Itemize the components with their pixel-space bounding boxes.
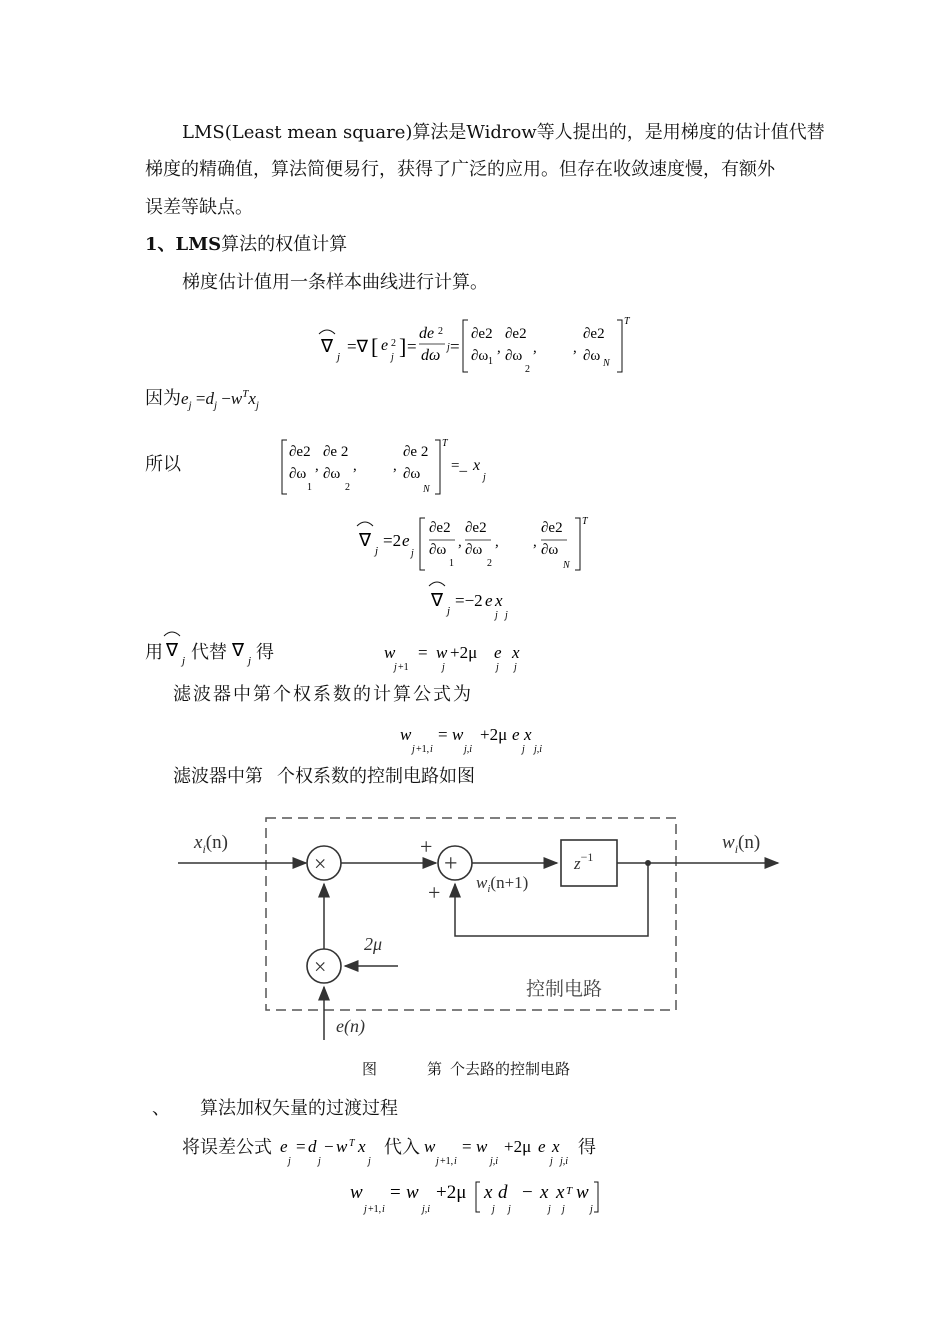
use-label: 用	[145, 642, 163, 663]
svg-text:w: w	[436, 643, 448, 662]
svg-text:∂e2: ∂e2	[541, 520, 563, 536]
svg-text:∂e2: ∂e2	[505, 326, 527, 342]
svg-text:T: T	[582, 516, 588, 527]
section-1-subtext: 梯度估计值用一条样本曲线进行计算。	[182, 272, 488, 293]
svg-text:x: x	[540, 1182, 549, 1203]
svg-text:,: ,	[458, 534, 462, 550]
section-1-heading	[145, 226, 347, 264]
section-2-title: 算法加权矢量的过渡过程	[200, 1098, 398, 1119]
svg-text:w: w	[384, 643, 396, 662]
filter-formula-intro: 滤波器中第个权系数的计算公式为	[173, 684, 473, 705]
svg-text:N: N	[563, 560, 570, 571]
svg-text:×: ×	[314, 954, 327, 979]
svg-text:j: j	[505, 610, 508, 621]
svg-text:j: j	[411, 548, 414, 559]
svg-text:j,i: j,i	[560, 1156, 569, 1167]
svg-text:+1,: +1,	[416, 744, 430, 755]
control-circuit-diagram	[170, 808, 790, 1048]
filter-circuit-intro-b: 个权系数的控制电路如图	[277, 766, 475, 787]
equation-gradient-estimate	[315, 310, 645, 380]
svg-text:j: j	[288, 1156, 291, 1167]
svg-text:x: x	[473, 457, 481, 474]
svg-text:x: x	[484, 1182, 493, 1203]
svg-text:,: ,	[315, 458, 319, 474]
svg-text:+1,: +1,	[368, 1204, 382, 1215]
svg-text:j: j	[337, 351, 341, 363]
obtain-label: 得	[256, 642, 274, 663]
svg-text:=: =	[407, 337, 417, 356]
svg-text:j: j	[483, 472, 486, 483]
svg-text:j,i: j,i	[490, 1156, 499, 1167]
svg-text:+2μ: +2μ	[504, 1137, 532, 1156]
filter-circuit-intro	[173, 762, 475, 788]
svg-text:1: 1	[449, 558, 454, 569]
svg-text:+2μ: +2μ	[480, 725, 508, 744]
svg-text:,: ,	[497, 340, 501, 356]
svg-text:2: 2	[391, 338, 396, 349]
svg-text:T: T	[624, 316, 630, 327]
svg-text:∇: ∇	[359, 530, 372, 550]
svg-text:+1,: +1,	[440, 1156, 454, 1167]
equation-therefore	[275, 432, 515, 500]
figure-caption-c: 个去路的控制电路	[450, 1060, 571, 1078]
svg-text:∇: ∇	[232, 640, 245, 660]
svg-text:j: j	[182, 655, 186, 667]
equation-final	[346, 1172, 616, 1222]
svg-text:T: T	[442, 438, 448, 449]
svg-text:×: ×	[314, 851, 327, 876]
svg-text:w: w	[476, 1137, 488, 1156]
svg-text:=: =	[438, 725, 448, 744]
error-label: e(n)	[336, 1016, 365, 1036]
svg-text:dω: dω	[421, 347, 441, 364]
figure-caption-b: 第	[427, 1060, 443, 1078]
svg-text:=: =	[450, 337, 460, 356]
svg-text:e: e	[402, 531, 410, 550]
svg-text:w: w	[576, 1182, 589, 1203]
svg-text:+1: +1	[398, 662, 409, 673]
section-1-title-bold: LMS	[175, 234, 222, 255]
svg-text:j: j	[248, 655, 252, 667]
section-2-bullet: 、	[152, 1098, 170, 1119]
svg-text:e: e	[494, 643, 502, 662]
svg-text:=: =	[462, 1137, 472, 1156]
svg-text:e: e	[381, 337, 389, 354]
svg-text:∂e2: ∂e2	[583, 326, 605, 342]
svg-text:[: [	[371, 334, 379, 359]
substitute-label-b: 代入	[384, 1137, 420, 1158]
svg-text:j: j	[368, 1156, 371, 1167]
svg-text:=_: =_	[451, 458, 467, 474]
intro-line-2: 梯度的精确值，算法简便易行，获得了广泛的应用。但存在收敛速度慢，有额外	[145, 159, 775, 180]
because-label: 因为	[145, 388, 181, 409]
svg-text:2: 2	[345, 482, 350, 493]
svg-text:j: j	[514, 662, 517, 673]
equation-gradient-minus-2ex	[425, 578, 535, 624]
svg-text:=: =	[390, 1182, 401, 1203]
svg-text:j: j	[496, 662, 499, 673]
plus-top: +	[420, 834, 433, 859]
intro-line-3: 误差等缺点。	[145, 197, 253, 218]
svg-text:x: x	[495, 591, 503, 610]
svg-text:∇: ∇	[166, 640, 179, 660]
svg-text:,: ,	[393, 458, 397, 474]
substitute-label-c: 得	[578, 1137, 596, 1158]
svg-text:+: +	[444, 851, 458, 877]
section-2-heading	[152, 1094, 398, 1120]
svg-text:j: j	[436, 1156, 439, 1167]
svg-text:j: j	[590, 1204, 593, 1215]
svg-text:∂e 2: ∂e 2	[403, 444, 429, 460]
svg-text:j: j	[442, 662, 445, 673]
svg-text:i: i	[382, 1204, 385, 1215]
svg-text:w: w	[350, 1182, 363, 1203]
svg-text:w: w	[400, 725, 412, 744]
svg-text:j: j	[447, 605, 451, 617]
svg-text:−: −	[324, 1137, 334, 1156]
section-1-number: 1、	[145, 234, 176, 255]
svg-text:T: T	[566, 1185, 573, 1197]
substitute-label-a: 将误差公式	[182, 1137, 272, 1158]
svg-text:x: x	[556, 1182, 565, 1203]
svg-text:=: =	[296, 1137, 306, 1156]
filter-circuit-intro-a: 滤波器中第	[173, 766, 263, 787]
svg-text:]: ]	[399, 334, 407, 359]
svg-text:j,i: j,i	[534, 744, 543, 755]
svg-text:=: =	[418, 643, 428, 662]
section-1-title-rest: 算法的权值计算	[221, 234, 348, 255]
svg-text:e: e	[512, 725, 520, 744]
svg-text:∂ω: ∂ω	[583, 348, 601, 364]
svg-text:∂ω: ∂ω	[429, 542, 447, 558]
equation-gradient-2e	[355, 508, 605, 578]
svg-text:w: w	[424, 1137, 436, 1156]
svg-text:j: j	[375, 545, 379, 557]
svg-text:x: x	[552, 1137, 560, 1156]
svg-text:w: w	[452, 725, 464, 744]
svg-text:∂e 2: ∂e 2	[323, 444, 349, 460]
svg-text:∂e2: ∂e2	[289, 444, 311, 460]
svg-text:∂ω: ∂ω	[465, 542, 483, 558]
svg-text:+2μ: +2μ	[450, 643, 478, 662]
equation-weight-coefficient	[396, 716, 566, 756]
svg-text:N: N	[423, 484, 430, 495]
svg-text:i: i	[430, 744, 433, 755]
svg-text:∂ω: ∂ω	[541, 542, 559, 558]
svg-text:j: j	[364, 1204, 367, 1215]
svg-text:j: j	[447, 342, 450, 353]
output-label: $w_i(n)$	[722, 832, 761, 856]
svg-text:w: w	[336, 1137, 348, 1156]
svg-text:j: j	[391, 352, 394, 363]
svg-text:j: j	[495, 610, 498, 621]
svg-text:e: e	[280, 1137, 288, 1156]
mu-label: 2μ	[364, 934, 383, 954]
svg-text:∂e2: ∂e2	[471, 326, 493, 342]
svg-text:∂ω: ∂ω	[323, 466, 341, 482]
svg-text:w: w	[406, 1182, 419, 1203]
svg-text:j: j	[318, 1156, 321, 1167]
equation-error-inline	[276, 1128, 386, 1168]
svg-text:j: j	[522, 744, 525, 755]
svg-text:x: x	[358, 1137, 366, 1156]
svg-text:=∇: =∇	[347, 337, 368, 356]
svg-text:1: 1	[488, 356, 493, 367]
svg-text:∂ω: ∂ω	[289, 466, 307, 482]
use-line	[145, 638, 163, 664]
svg-text:∂ω: ∂ω	[403, 466, 421, 482]
replace-label: 代替	[191, 642, 227, 663]
svg-text:j: j	[550, 1156, 553, 1167]
svg-text:j,i: j,i	[464, 744, 473, 755]
svg-text:∂e2: ∂e2	[429, 520, 451, 536]
figure-caption-a: 图	[362, 1060, 378, 1078]
therefore-label: 所以	[145, 454, 181, 475]
svg-text:j,i: j,i	[422, 1204, 431, 1215]
because-line: 因为$e_j =d_j -w^Tx_j$	[145, 388, 259, 412]
svg-text:−: −	[522, 1182, 533, 1203]
delay-label: $z^{-1}$	[574, 850, 594, 873]
svg-text:N: N	[603, 358, 610, 369]
svg-text:j: j	[548, 1204, 551, 1215]
input-label: $x_i(n)$	[194, 832, 228, 856]
equation-weight-inline	[420, 1128, 590, 1168]
svg-text:j: j	[412, 744, 415, 755]
svg-text:∂ω: ∂ω	[471, 348, 489, 364]
figure-caption	[362, 1058, 570, 1079]
svg-text:e: e	[485, 591, 493, 610]
svg-text:=2: =2	[383, 531, 402, 550]
svg-text:j: j	[508, 1204, 511, 1215]
svg-text:+2μ: +2μ	[436, 1182, 467, 1203]
feedback-label: $w_i(n+1)$	[476, 873, 529, 895]
plus-bottom: +	[428, 880, 441, 905]
svg-text:,: ,	[533, 340, 537, 356]
equation-weight-update	[380, 634, 540, 674]
svg-text:1: 1	[307, 482, 312, 493]
svg-text:,: ,	[353, 458, 357, 474]
svg-text:d: d	[498, 1182, 508, 1203]
svg-text:∇: ∇	[321, 336, 334, 356]
svg-text:d: d	[308, 1137, 317, 1156]
control-circuit-label: 控制电路	[526, 979, 603, 1000]
svg-text:2: 2	[525, 364, 530, 375]
svg-text:∇: ∇	[431, 590, 444, 610]
svg-text:∂ω: ∂ω	[505, 348, 523, 364]
svg-text:,: ,	[533, 534, 537, 550]
svg-text:i: i	[454, 1156, 457, 1167]
intro-line-1: LMS(Least mean square)算法是Widrow等人提出的，是用梯度的估计值代替	[182, 122, 825, 143]
svg-text:j: j	[492, 1204, 495, 1215]
svg-text:∂e2: ∂e2	[465, 520, 487, 536]
svg-text:=−2: =−2	[455, 591, 483, 610]
svg-text:x: x	[512, 643, 520, 662]
svg-text:de: de	[419, 325, 435, 342]
svg-text:e: e	[538, 1137, 546, 1156]
svg-text:2: 2	[438, 326, 443, 337]
svg-text:2: 2	[487, 558, 492, 569]
svg-text:,: ,	[573, 340, 577, 356]
svg-text:j: j	[394, 662, 397, 673]
svg-text:j: j	[562, 1204, 565, 1215]
svg-text:T: T	[349, 1138, 355, 1149]
svg-text:x: x	[524, 725, 532, 744]
svg-text:,: ,	[495, 534, 499, 550]
